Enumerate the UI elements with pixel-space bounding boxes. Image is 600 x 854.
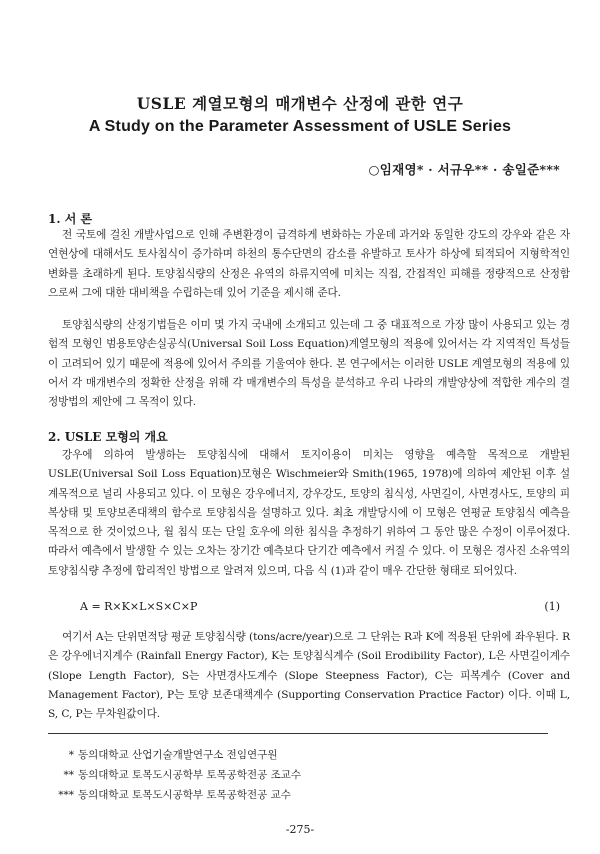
title-english: A Study on the Parameter Assessment of USLE Series <box>88 118 512 135</box>
footnote-text: 동의대학교 토목도시공학부 토목공학전공 교수 <box>78 789 291 801</box>
title-korean: USLE 계열모형의 매개변수 산정에 관한 연구 <box>136 94 464 113</box>
section-2-paragraph-1: 강우에 의하여 발생하는 토양침식에 대해서 토지이용이 미치는 영향을 예측할 목적으로 개발된 USLE(Universal Soil Loss Equation)모형은 Wischmeier와 Smith(1965, 1978)에 의하여 제안된 이후 설계목적으로 널리 사용되고 있다. 이 모형은 강우에너지, 강우강도, 토양의 침식성, 사면길이, 사면경사도, 토양의 피복상태 및 토양보존대책의 함수로 토양침식을 설명하고 있다. 최초 개발당시에 이 모형은 연평균 토양침식 예측을 목적으로 한 것이었으나, 월 침식 또는 단일 호우에 의한 침식을 추정하기 위하여 그 동안 많은 수정이 이루어졌다. 따라서 예측에서 발생할 수 있는 오차는 장기간 예측보다 단기간 예측에서 커질 수 있다. 이 모형은 경사진 소유역의 토양침식량 추정에 합리적인 방법으로 알려져 있으며, 다음 식 (1)과 같이 매우 간단한 형태로 되어있다. <box>48 449 570 577</box>
equation-body: A = R×K×L×S×C×P <box>80 600 198 613</box>
footnote-text: 동의대학교 토목도시공학부 토목공학전공 조교수 <box>78 769 302 781</box>
section-2-paragraph-2: 여기서 A는 단위면적당 평균 토양침식량 (tons/acre/year)으로 그 단위는 R과 K에 적용된 단위에 좌우된다. R은 강우에너지계수 (Rainfall Energy Factor), K는 토양침식계수 (Soil Erodibility Factor), L은 사면길이계수 (Slope Length Factor), S는 사면경사도계수 (Slope Steepness Factor), C는 피복계수 (Cover and Management Factor), P는 토양 보존대책계수 (Supporting Conservation Practice Factor) 이다. 이때 L, S, C, P는 무차원값이다. <box>48 631 570 721</box>
equation-number: (1) <box>544 600 560 613</box>
equation-1 <box>80 600 560 613</box>
footnote-text: 동의대학교 산업기술개발연구소 전임연구원 <box>78 749 278 761</box>
footnote-2 <box>48 767 301 782</box>
footnote-divider <box>48 733 548 734</box>
section-1-heading: 1. 서 론 <box>48 212 93 226</box>
section-1-paragraph-2: 토양침식량의 산정기법들은 이미 몇 가지 국내에 소개되고 있는데 그 중 대표적으로 가장 많이 사용되고 있는 경험적 모형인 범용토양손실공식(Universal Soil Loss Equation)계열모형의 적용에 있어서는 각 지역적인 특성들이 고려되어 있기 때문에 적용에 있어서 주의를 기울여야 한다. 본 연구에서는 이러한 USLE 계열모형의 적용에 있어서 각 매개변수의 정확한 산정을 위해 각 매개변수의 특성을 분석하고 우리 나라의 개발양상에 적합한 계수의 결정방법의 제안에 그 목적이 있다. <box>48 319 570 409</box>
footnote-mark: * <box>68 749 74 761</box>
author-list: ○임재영* · 서규우** · 송일준*** <box>368 162 560 177</box>
footnote-mark: ** <box>63 769 74 781</box>
footnote-3 <box>48 787 291 802</box>
footnote-mark: *** <box>58 789 74 801</box>
section-2-heading: 2. USLE 모형의 개요 <box>48 430 168 444</box>
section-1-paragraph-1: 전 국토에 걸친 개발사업으로 인해 주변환경이 급격하게 변화하는 가운데 과거와 동일한 강도의 강우와 같은 자연현상에 대해서도 토사침식이 증가하며 하천의 통수단면의 감소를 유발하고 토사가 하상에 퇴적되어 지형학적인 변화를 초래하게 된다. 토양침식량의 산정은 유역의 하류지역에 미치는 직접, 간접적인 피해를 정량적으로 산정함으로써 그에 대한 대비책을 수립하는데 있어 기준을 제시해 준다. <box>48 229 570 299</box>
footnote-1 <box>48 747 277 762</box>
page-number: -275- <box>285 823 315 836</box>
